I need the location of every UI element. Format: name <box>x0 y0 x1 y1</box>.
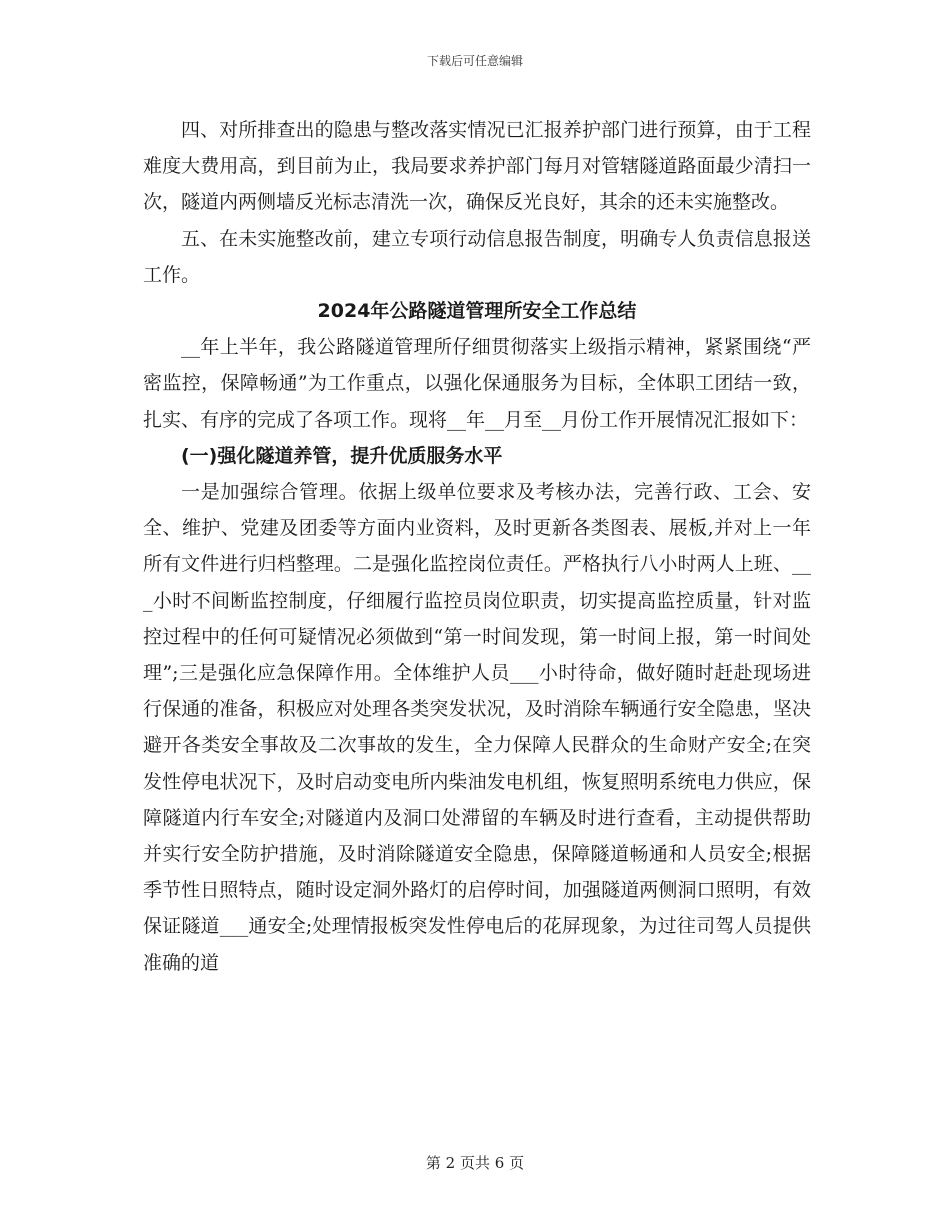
paragraph-intro: __年上半年，我公路隧道管理所仔细贯彻落实上级指示精神，紧紧围绕“严密监控，保障畅通”为工作重点，以强化保通服务为目标，全体职工团结一致，扎实、有序的完成了各项工作。现将__年__月至__月份工作开展情况汇报如下： <box>143 336 811 431</box>
page-number-footer: 第 2 页共 6 页 <box>425 1154 525 1172</box>
document-title: 2024年公路隧道管理所安全工作总结 <box>317 300 637 323</box>
document-body <box>143 112 811 981</box>
section-heading-1: (一)强化隧道养管，提升优质服务水平 <box>181 444 503 467</box>
page-header-note: 下载后可任意编辑 <box>426 54 523 68</box>
paragraph-section-1-body: 一是加强综合管理。依据上级单位要求及考核办法，完善行政、工会、安全、维护、党建及团委等方面内业资料，及时更新各类图表、展板,并对上一年所有文件进行归档整理。二是强化监控岗位责任。严格执行八小时两人上班、___小时不间断监控制度，仔细履行监控员岗位职责，切实提高监控质量，针对监控过程中的任何可疑情况必须做到“第一时间发现，第一时间上报，第一时间处理”;三是强化应急保障作用。全体维护人员___小时待命，做好随时赶赴现场进行保通的准备，积极应对处理各类突发状况，及时消除车辆通行安全隐患，坚决避开各类安全事故及二次事故的发生，全力保障人民群众的生命财产安全;在突发性停电状况下，及时启动变电所内柴油发电机组，恢复照明系统电力供应，保障隧道内行车安全;对隧道内及洞口处滞留的车辆及时进行查看，主动提供帮助并实行安全防护措施，及时消除隧道安全隐患，保障隧道畅通和人员安全;根据季节性日照特点，随时设定洞外路灯的启停时间，加强隧道两侧洞口照明，有效保证隧道___通安全;处理情报板突发性停电后的花屏现象，为过往司驾人员提供准确的道 <box>143 481 811 974</box>
paragraph-item-four: 四、对所排查出的隐患与整改落实情况已汇报养护部门进行预算，由于工程难度大费用高，到目前为止，我局要求养护部门每月对管辖隧道路面最少清扫一次，隧道内两侧墙反光标志清洗一次，确保反光良好，其余的还未实施整改。 <box>143 119 811 214</box>
paragraph-item-five: 五、在未实施整改前，建立专项行动信息报告制度，明确专人负责信息报送工作。 <box>143 227 811 286</box>
